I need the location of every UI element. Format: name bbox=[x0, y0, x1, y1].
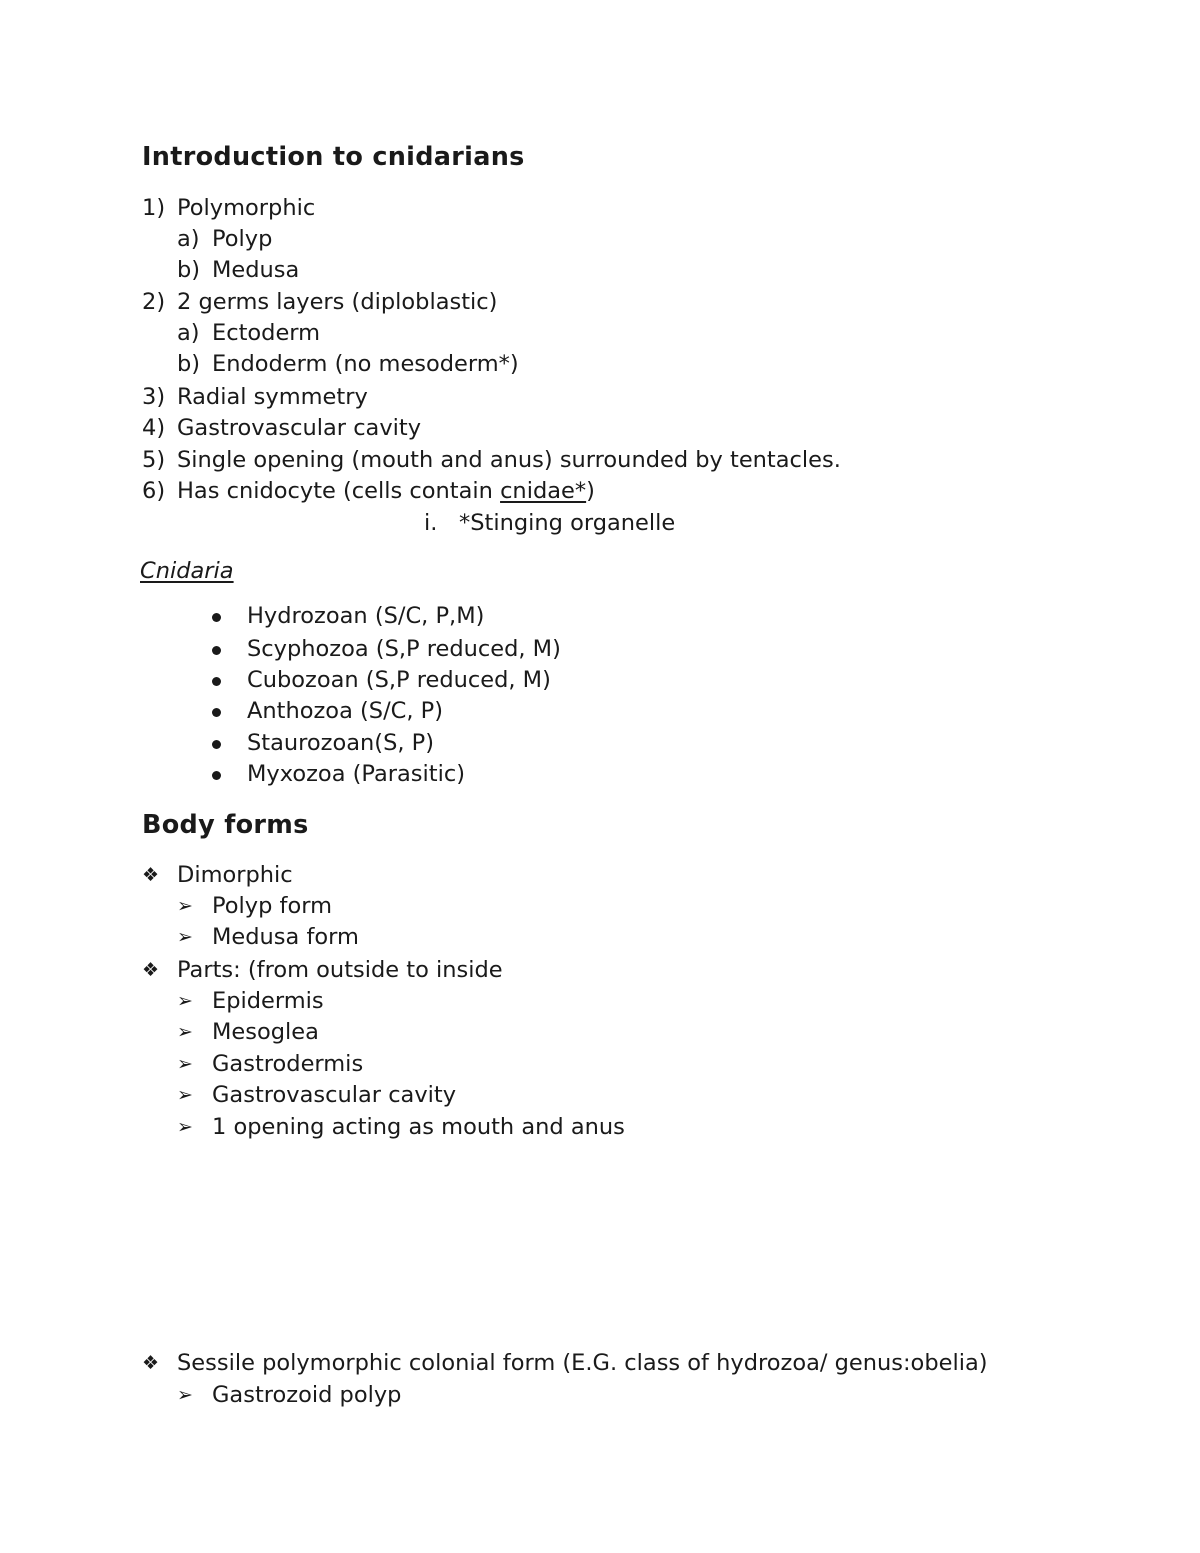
list-item: Sessile polymorphic colonial form (E.G. class of hydrozoa/ genus:obelia) bbox=[177, 1350, 988, 1376]
list-item: Mesoglea bbox=[212, 1019, 319, 1045]
list-letter: a) bbox=[177, 320, 200, 346]
bullet-dot-icon bbox=[212, 646, 221, 655]
diamond-bullet-icon: ❖ bbox=[142, 864, 160, 886]
list-item: Polymorphic bbox=[177, 195, 316, 221]
arrow-bullet-icon: ➢ bbox=[177, 1084, 193, 1106]
list-item: Gastrovascular cavity bbox=[177, 415, 422, 441]
bullet-dot-icon bbox=[212, 708, 221, 717]
arrow-bullet-icon: ➢ bbox=[177, 926, 193, 948]
list-number: 3) bbox=[142, 384, 166, 410]
section-title-body-forms: Body forms bbox=[142, 810, 309, 840]
bullet-item: Hydrozoan (S/C, P,M) bbox=[247, 603, 485, 629]
bullet-item: Staurozoan(S, P) bbox=[247, 730, 435, 756]
list-item: 2 germs layers (diploblastic) bbox=[177, 289, 498, 315]
cnidaria-heading: Cnidaria bbox=[140, 558, 234, 584]
list-item-text: Has cnidocyte (cells contain bbox=[177, 478, 501, 504]
list-letter: b) bbox=[177, 257, 201, 283]
list-item: Polyp bbox=[212, 226, 273, 252]
bullet-item: Anthozoa (S/C, P) bbox=[247, 698, 444, 724]
list-item: Medusa form bbox=[212, 924, 359, 950]
bullet-item: Scyphozoa (S,P reduced, M) bbox=[247, 636, 561, 662]
arrow-bullet-icon: ➢ bbox=[177, 895, 193, 917]
list-item-text: ) bbox=[586, 478, 595, 504]
list-number: 4) bbox=[142, 415, 166, 441]
arrow-bullet-icon: ➢ bbox=[177, 1384, 193, 1406]
list-roman: i. bbox=[424, 510, 438, 536]
list-letter: a) bbox=[177, 226, 200, 252]
bullet-item: Myxozoa (Parasitic) bbox=[247, 761, 465, 787]
bullet-dot-icon bbox=[212, 740, 221, 749]
diamond-bullet-icon: ❖ bbox=[142, 959, 160, 981]
list-item: Polyp form bbox=[212, 893, 332, 919]
list-item bbox=[177, 476, 595, 506]
bullet-item: Cubozoan (S,P reduced, M) bbox=[247, 667, 551, 693]
list-number: 6) bbox=[142, 478, 166, 504]
list-item: Gastrodermis bbox=[212, 1051, 364, 1077]
arrow-bullet-icon: ➢ bbox=[177, 990, 193, 1012]
list-item: 1 opening acting as mouth and anus bbox=[212, 1114, 625, 1140]
list-number: 1) bbox=[142, 195, 166, 221]
list-item: Dimorphic bbox=[177, 862, 293, 888]
list-item: Radial symmetry bbox=[177, 384, 368, 410]
list-item: Ectoderm bbox=[212, 320, 321, 346]
list-item: Medusa bbox=[212, 257, 300, 283]
section-title-intro: Introduction to cnidarians bbox=[142, 142, 525, 172]
diamond-bullet-icon: ❖ bbox=[142, 1352, 160, 1374]
list-item: *Stinging organelle bbox=[459, 510, 676, 536]
list-item: Epidermis bbox=[212, 988, 324, 1014]
list-item: Single opening (mouth and anus) surrounded by tentacles. bbox=[177, 447, 841, 473]
bullet-dot-icon bbox=[212, 613, 221, 622]
list-number: 5) bbox=[142, 447, 166, 473]
list-item: Endoderm (no mesoderm*) bbox=[212, 351, 519, 377]
underlined-term: cnidae* bbox=[500, 478, 587, 504]
bullet-dot-icon bbox=[212, 771, 221, 780]
list-letter: b) bbox=[177, 351, 201, 377]
bullet-dot-icon bbox=[212, 677, 221, 686]
list-number: 2) bbox=[142, 289, 166, 315]
arrow-bullet-icon: ➢ bbox=[177, 1116, 193, 1138]
arrow-bullet-icon: ➢ bbox=[177, 1021, 193, 1043]
arrow-bullet-icon: ➢ bbox=[177, 1053, 193, 1075]
list-item: Parts: (from outside to inside bbox=[177, 957, 503, 983]
list-item: Gastrovascular cavity bbox=[212, 1082, 457, 1108]
list-item: Gastrozoid polyp bbox=[212, 1382, 402, 1408]
